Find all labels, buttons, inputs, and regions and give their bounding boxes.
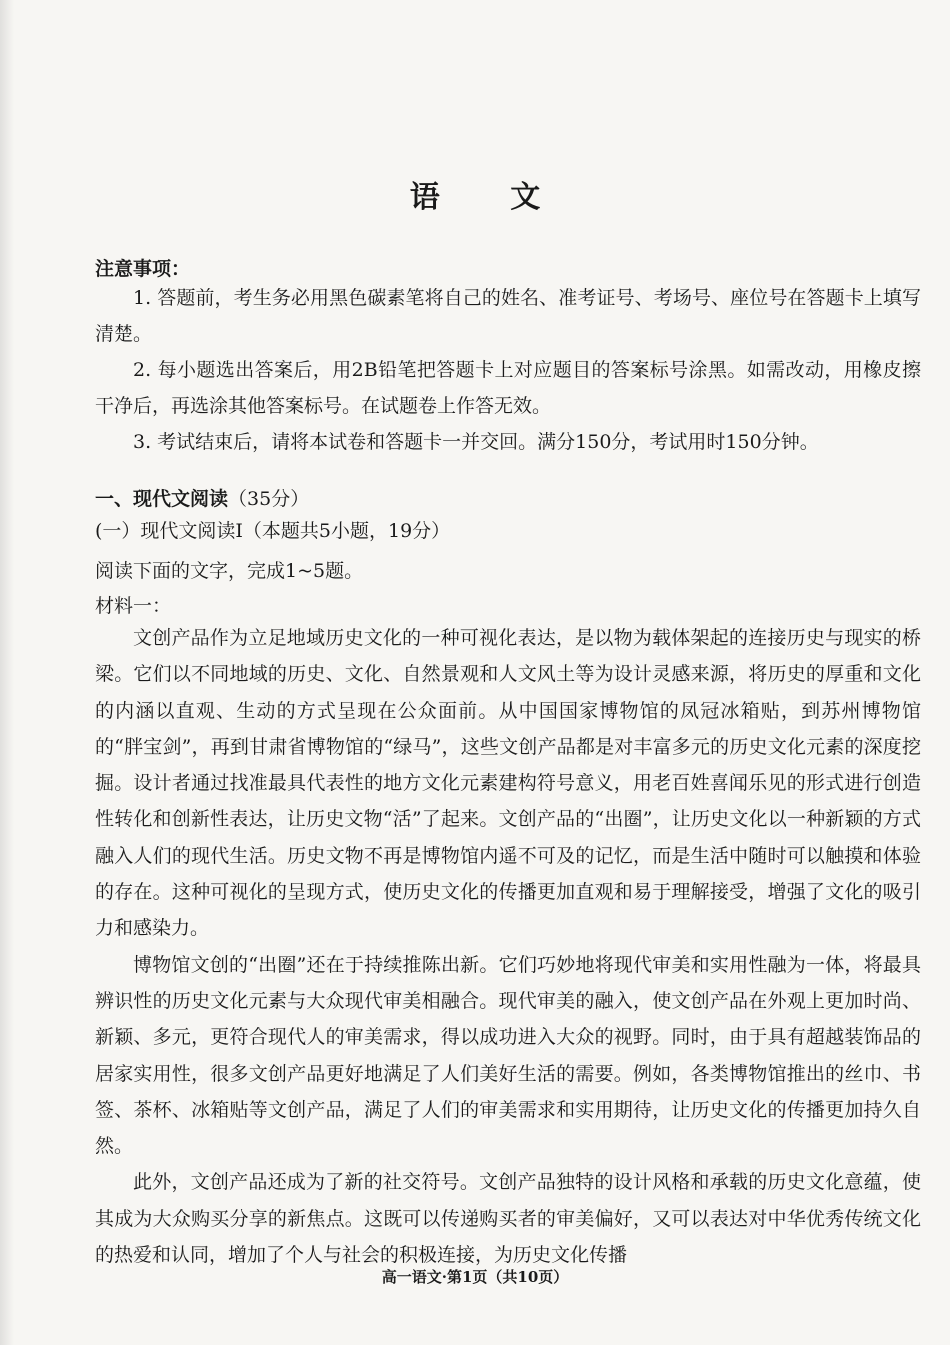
section-title: 一、现代文阅读 [95, 488, 229, 510]
material-body [95, 620, 921, 1273]
reading-instruction: 阅读下面的文字，完成1~5题。 [95, 560, 364, 582]
material-paragraph: 此外，文创产品还成为了新的社交符号。文创产品独特的设计风格和承载的历史文化意蕴，使其成为大众购买分享的新焦点。这既可以传递购买者的审美偏好，又可以表达对中华优秀传统文化的热爱和认同，增加了个人与社会的积极连接，为历史文化传播 [95, 1171, 921, 1267]
page-footer: 高一语文·第1页（共10页） [381, 1268, 569, 1286]
section-heading [95, 484, 309, 514]
material-paragraph: 文创产品作为立足地域历史文化的一种可视化表达，是以物为载体架起的连接历史与现实的桥梁。它们以不同地域的历史、文化、自然景观和人文风土等为设计灵感来源，将历史的厚重和文化的内涵以直观、生动的方式呈现在公众面前。从中国国家博物馆的凤冠冰箱贴，到苏州博物馆的“胖宝剑”，再到甘肃省博物馆的“绿马”，这些文创产品都是对丰富多元的历史文化元素的深度挖掘。设计者通过找准最具代表性的地方文化元素建构符号意义，用老百姓喜闻乐见的形式进行创造性转化和创新性表达，让历史文物“活”了起来。文创产品的“出圈”，让历史文化以一种新颖的方式融入人们的现代生活。历史文物不再是博物馆内遥不可及的记忆，而是生活中随时可以触摸和体验的存在。这种可视化的呈现方式，使历史文化的传播更加直观和易于理解接受，增强了文化的吸引力和感染力。 [95, 627, 921, 940]
subsection-heading: (一）现代文阅读Ⅰ（本题共5小题，19分） [95, 520, 451, 542]
notice-item: 3. 考试结束后，请将本试卷和答题卡一并交回。满分150分，考试用时150分钟。 [133, 431, 819, 453]
section-score: （35分） [228, 488, 310, 510]
notice-item: 2. 每小题选出答案后，用2B铅笔把答题卡上对应题目的答案标号涂黑。如需改动，用橡皮擦干净后，再选涂其他答案标号。在试题卷上作答无效。 [95, 359, 921, 417]
material-paragraph: 博物馆文创的“出圈”还在于持续推陈出新。它们巧妙地将现代审美和实用性融为一体，将最具辨识性的历史文化元素与大众现代审美相融合。现代审美的融入，使文创产品在外观上更加时尚、新颖、多元，更符合现代人的审美需求，得以成功进入大众的视野。同时，由于具有超越装饰品的居家实用性，很多文创产品更好地满足了人们美好生活的需要。例如，各类博物馆推出的丝巾、书签、茶杯、冰箱贴等文创产品，满足了人们的审美需求和实用期待，让历史文化的传播更加持久自然。 [95, 953, 921, 1158]
material-label: 材料一： [95, 595, 172, 617]
notice-list [95, 280, 921, 460]
notice-heading: 注意事项： [95, 258, 191, 280]
notice-item: 1. 答题前，考生务必用黑色碳素笔将自己的姓名、准考证号、考场号、座位号在答题卡上填写清楚。 [95, 287, 921, 345]
page-title: 语 文 [409, 180, 571, 215]
